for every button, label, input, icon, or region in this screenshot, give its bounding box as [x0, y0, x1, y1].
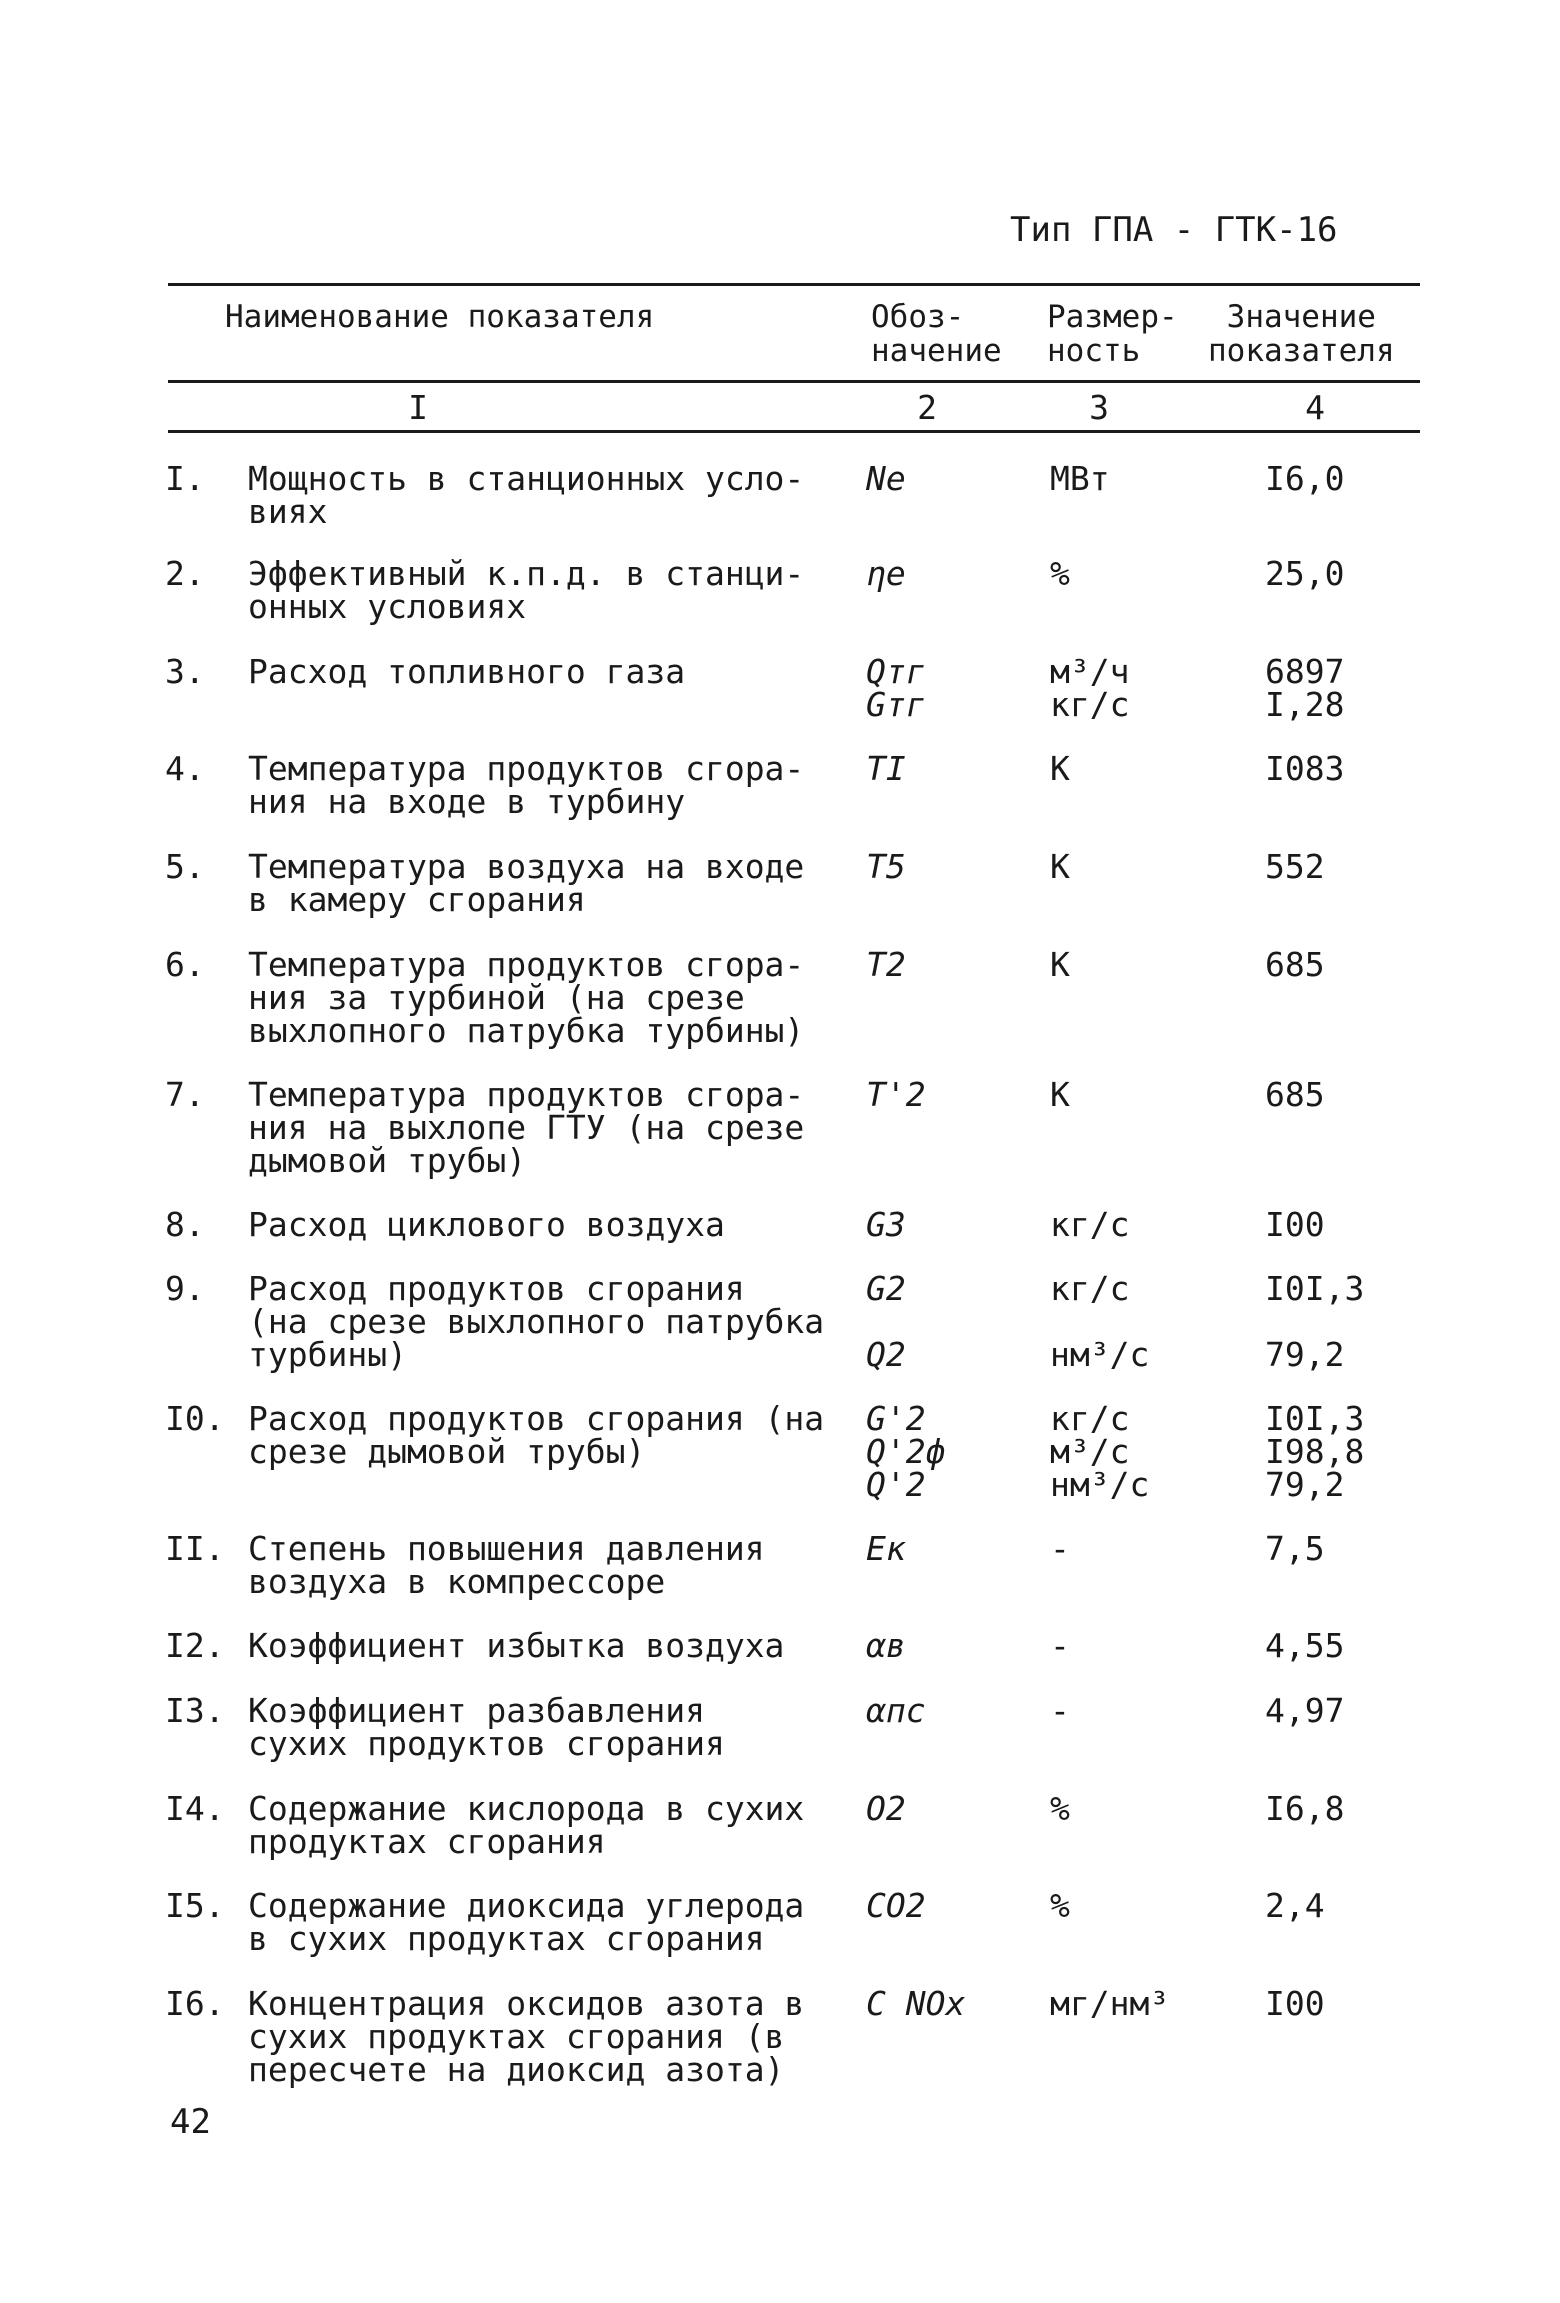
page-type-label: Тип ГПА - ГТК-16	[1010, 210, 1338, 250]
row-number: I5.	[165, 1886, 225, 1925]
row-unit: %	[1050, 1886, 1070, 1925]
row-symbol: T'2	[866, 1075, 926, 1114]
row-name: Коэффициент разбавления сухих продуктов сгорания	[248, 1691, 725, 1763]
row-unit: -	[1050, 1691, 1070, 1730]
row-symbol: ηе	[866, 554, 906, 593]
row-symbol: T5	[866, 847, 906, 886]
row-name: Содержание диоксида углерода в сухих продуктах сгорания	[248, 1886, 805, 1958]
row-symbol: O2	[866, 1789, 906, 1828]
header-value: Значение показателя	[1208, 299, 1395, 369]
column-number-1: I	[408, 388, 428, 427]
row-symbol: Nе	[866, 459, 906, 498]
row-name: Температура воздуха на входе в камеру сгорания	[248, 847, 805, 919]
row-value: 2,4	[1265, 1886, 1325, 1925]
header-unit: Размер- ность	[1047, 299, 1178, 369]
row-number: I.	[165, 459, 205, 498]
row-value: 4,97	[1265, 1691, 1345, 1730]
row-unit: К	[1050, 1075, 1070, 1114]
row-unit: кг/с м³/с нм³/с	[1050, 1399, 1150, 1504]
row-value: 25,0	[1265, 554, 1345, 593]
row-unit: МВт	[1050, 459, 1110, 498]
column-number-3: 3	[1089, 388, 1109, 427]
row-value: I00	[1265, 1205, 1325, 1244]
row-symbol: T2	[866, 945, 906, 984]
row-unit: К	[1050, 945, 1070, 984]
row-name: Расход топливного газа	[248, 652, 686, 691]
row-symbol: αпс	[866, 1691, 926, 1730]
row-number: 3.	[165, 652, 205, 691]
row-number: 2.	[165, 554, 205, 593]
column-number-rule	[168, 430, 1420, 433]
row-value: 7,5	[1265, 1529, 1325, 1568]
row-symbol: Eк	[866, 1529, 906, 1568]
row-value: 6897 I,28	[1265, 652, 1345, 724]
row-unit: м³/ч кг/с	[1050, 652, 1130, 724]
row-name: Расход циклового воздуха	[248, 1205, 725, 1244]
row-name: Температура продуктов сгора- ния на входе в турбину	[248, 749, 805, 821]
header-name: Наименование показателя	[225, 299, 655, 335]
row-value: I00	[1265, 1984, 1325, 2023]
row-symbol: Qтг Gтг	[866, 652, 926, 724]
row-symbol: αв	[866, 1626, 906, 1665]
row-number: 6.	[165, 945, 205, 984]
row-unit: К	[1050, 749, 1070, 788]
row-number: II.	[165, 1529, 225, 1568]
row-value: 685	[1265, 945, 1325, 984]
page-number: 42	[170, 2102, 211, 2142]
row-number: 9.	[165, 1269, 205, 1308]
row-name: Содержание кислорода в сухих продуктах сгорания	[248, 1789, 805, 1861]
row-number: I4.	[165, 1789, 225, 1828]
row-symbol: G'2 Q'2ф Q'2	[866, 1399, 946, 1504]
row-unit: %	[1050, 554, 1070, 593]
row-unit: %	[1050, 1789, 1070, 1828]
row-name: Коэффициент избытка воздуха	[248, 1626, 785, 1665]
row-symbol: CO2	[866, 1886, 926, 1925]
row-value: I0I,3 I98,8 79,2	[1265, 1399, 1365, 1504]
row-name: Эффективный к.п.д. в станци- онных условиях	[248, 554, 805, 626]
column-number-4: 4	[1305, 388, 1325, 427]
row-name: Расход продуктов сгорания (на срезе дымовой трубы)	[248, 1399, 825, 1471]
row-number: I3.	[165, 1691, 225, 1730]
header-rule	[168, 380, 1420, 383]
row-unit: кг/с	[1050, 1205, 1130, 1244]
row-number: 7.	[165, 1075, 205, 1114]
row-name: Температура продуктов сгора- ния на выхлопе ГТУ (на срезе дымовой трубы)	[248, 1075, 805, 1180]
row-unit: кг/с нм³/с	[1050, 1269, 1150, 1374]
row-number: I2.	[165, 1626, 225, 1665]
row-value: I6,8	[1265, 1789, 1345, 1828]
row-name: Мощность в станционных усло- виях	[248, 459, 805, 531]
row-name: Концентрация оксидов азота в сухих продуктах сгорания (в пересчете на диоксид азота)	[248, 1984, 805, 2089]
row-number: 5.	[165, 847, 205, 886]
row-number: I0.	[165, 1399, 225, 1438]
row-unit: мг/нм³	[1050, 1984, 1170, 2023]
row-unit: -	[1050, 1626, 1070, 1665]
row-value: I6,0	[1265, 459, 1345, 498]
row-number: I6.	[165, 1984, 225, 2023]
row-symbol: C NOx	[866, 1984, 966, 2023]
header-symbol: Обоз- начение	[871, 299, 1002, 369]
row-value: I083	[1265, 749, 1345, 788]
row-value: 552	[1265, 847, 1325, 886]
column-number-2: 2	[917, 388, 937, 427]
row-name: Расход продуктов сгорания (на срезе выхлопного патрубка турбины)	[248, 1269, 825, 1374]
row-number: 8.	[165, 1205, 205, 1244]
row-name: Степень повышения давления воздуха в компрессоре	[248, 1529, 765, 1601]
row-unit: -	[1050, 1529, 1070, 1568]
row-value: 4,55	[1265, 1626, 1345, 1665]
row-symbol: TI	[866, 749, 906, 788]
table-top-rule	[168, 283, 1420, 286]
row-number: 4.	[165, 749, 205, 788]
row-value: 685	[1265, 1075, 1325, 1114]
row-value: I0I,3 79,2	[1265, 1269, 1365, 1374]
row-name: Температура продуктов сгора- ния за турбиной (на срезе выхлопного патрубка турбины)	[248, 945, 805, 1050]
row-symbol: G3	[866, 1205, 906, 1244]
row-symbol: G2 Q2	[866, 1269, 906, 1374]
row-unit: К	[1050, 847, 1070, 886]
